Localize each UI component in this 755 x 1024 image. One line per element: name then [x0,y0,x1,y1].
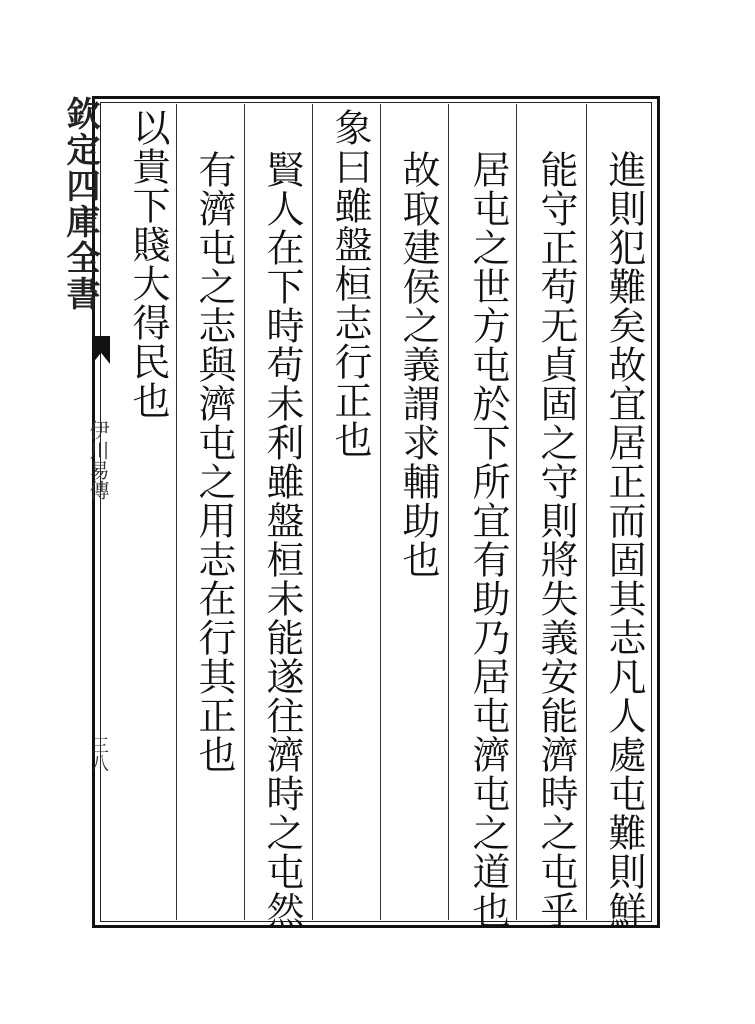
margin-title: 欽定四庫全書 [60,96,100,312]
column-rule [516,104,517,920]
text-column-3: 居屯之世方屯於下所宜有助乃居屯濟屯之道也 [466,150,510,930]
text-column-8: 以貴下賤大得民也 [126,108,170,420]
margin-book-title: 伊川易傳 [86,420,110,500]
text-column-2: 能守正苟无貞固之守則將失義安能濟時之屯乎 [534,150,578,930]
text-column-4: 故取建侯之義謂求輔助也 [396,150,440,579]
text-column-1: 進則犯難矣故宜居正而固其志凡人處屯難則鮮 [602,150,646,930]
margin-page-number: 三八 [88,736,109,772]
column-rule [380,104,381,920]
text-column-6: 賢人在下時苟未利雖盤桓未能遂往濟時之屯然 [260,150,304,930]
column-rule [244,104,245,920]
text-column-5: 象曰雖盤桓志行正也 [328,108,372,459]
column-rule [312,104,313,920]
column-rule [448,104,449,920]
column-rule [176,104,177,920]
text-column-7: 有濟屯之志與濟屯之用志在行其正也 [192,150,236,774]
column-rule [586,104,587,920]
